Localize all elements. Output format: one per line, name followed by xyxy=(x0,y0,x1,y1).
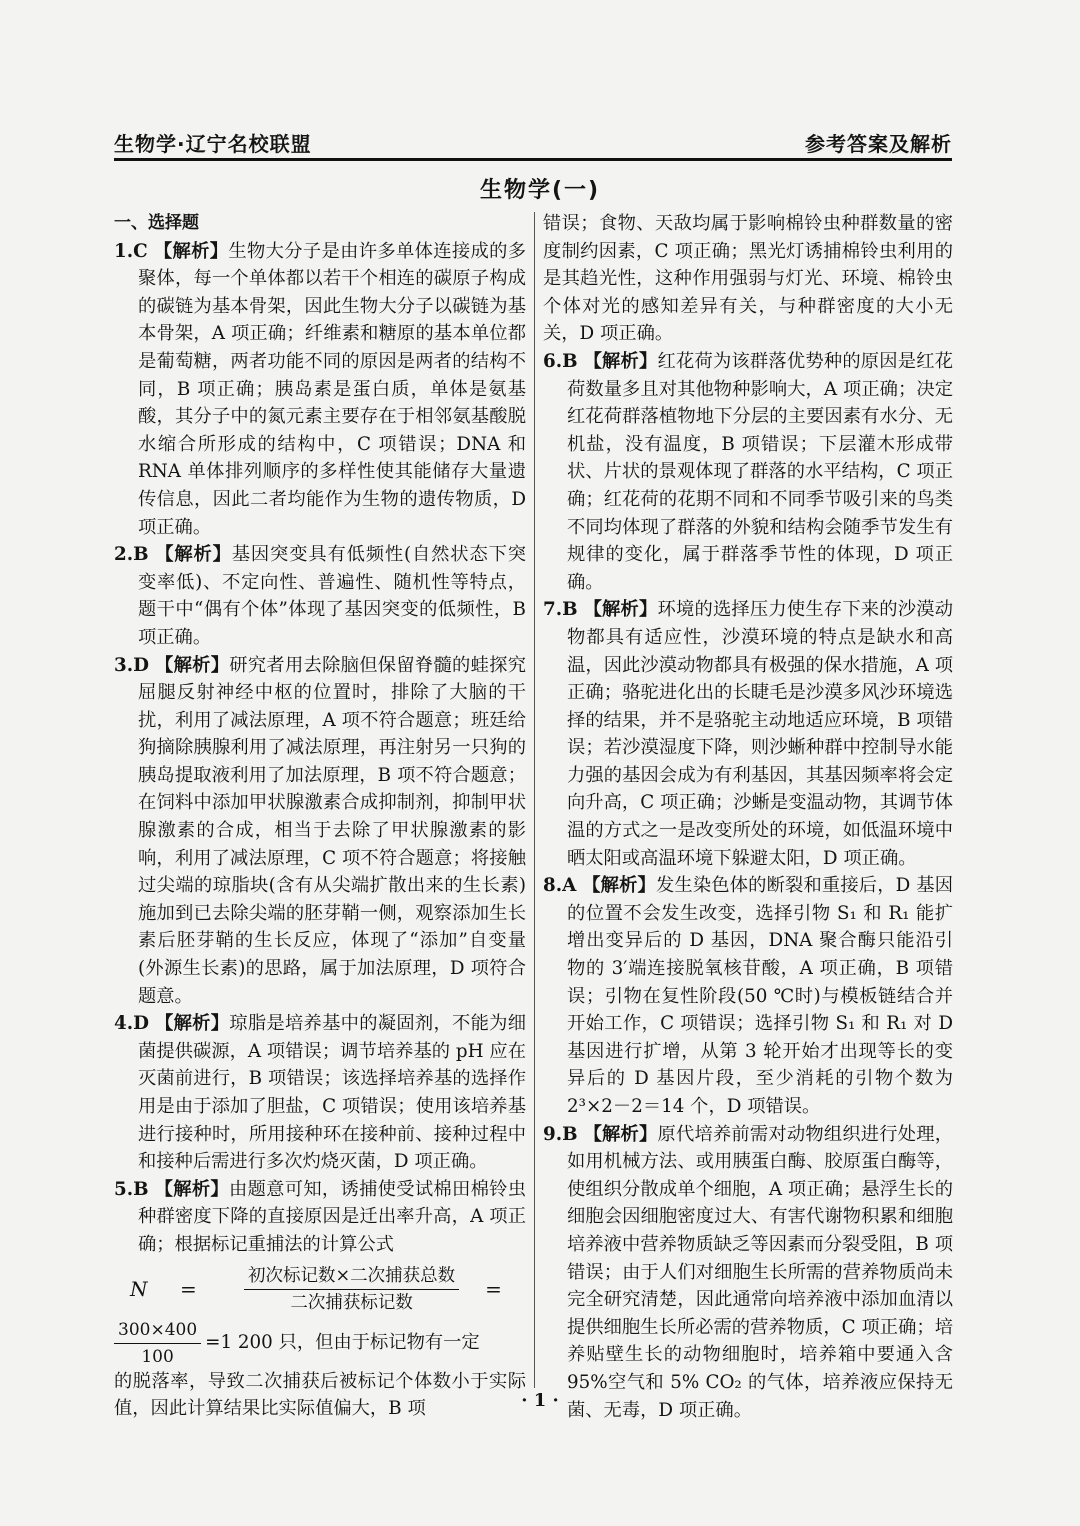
answer-text: 由题意可知，诱捕使受试棉田棉铃虫种群密度下降的直接原因是迁出率升高，A 项正确；根据标记重捕法的计算公式 xyxy=(138,1178,527,1255)
header-subject: 生物学·辽宁名校联盟 xyxy=(114,132,312,156)
answer-item-2 xyxy=(114,541,526,651)
answer-text: 生物大分子是由许多单体连接成的多聚体，每一个单体都以若干个相连的碳原子构成的碳链为基本骨架，因此生物大分子以碳链为基本骨架，A 项正确；纤维素和糖原的基本单位都是葡萄糖，两者功能不同的原因是两者的结构不同，B 项正确；胰岛素是蛋白质，单体是氨基酸，其分子中的氮元素主要存在于相邻氨基酸脱水缩合所形成的结构中，C 项错误；DNA 和 RNA 单体排列顺序的多样性使其能储存大量遗传信息，因此二者均能作为生物的遗传物质，D 项正确。 xyxy=(138,240,527,538)
answer-item-5 xyxy=(114,1176,526,1259)
page-title: 生物学(一) xyxy=(479,178,601,203)
section-heading: 一、选择题 xyxy=(114,213,199,233)
formula-fraction xyxy=(244,1265,459,1314)
answer-item-6 xyxy=(543,348,953,596)
answer-number: 3.D xyxy=(114,654,149,676)
answer-number: 4.D xyxy=(114,1013,149,1035)
answer-item-9 xyxy=(543,1121,953,1425)
left-column xyxy=(114,210,526,1423)
answer-text: 环境的选择压力使生存下来的沙漠动物都具有适应性，沙漠环境的特点是缺水和高温，因此沙漠动物都具有极强的保水措施，A 项正确；骆驼进化出的长睫毛是沙漠多风沙环境选择的结果，并不是骆驼主动地适应环境，B 项错误；若沙漠湿度下降，则沙蜥种群中控制导水能力强的基因会成为有利基因，其基因频率将会定向升高，C 项正确；沙蜥是变温动物，其调节体温的方式之一是改变所处的环境，如低温环境中晒太阳或高温环境下躲避太阳，D 项正确。 xyxy=(567,599,954,869)
formula-equals-2: = xyxy=(485,1276,502,1301)
answer-text-continued: 的脱落率，导致二次捕获后被标记个体数小于实际值，因此计算结果比实际值偏大，B 项 xyxy=(114,1370,526,1420)
calc-denominator: 100 xyxy=(141,1346,174,1367)
header-section: 参考答案及解析 xyxy=(805,132,952,156)
calculation-line xyxy=(114,1319,526,1368)
analysis-tag: 【解析】 xyxy=(155,654,230,676)
answer-text: 发生染色体的断裂和重接后，D 基因的位置不会发生改变，选择引物 S₁ 和 R₁ 能扩增出变异后的 D 基因，DNA 聚合酶只能沿引物的 3′端连接脱氧核苷酸，A 项正确，B 项错误；引物在复性阶段(50 ℃时)与模板链结合并开始工作，C 项错误；选择引物 S₁ 和 R₁ 对 D 基因进行扩增，从第 3 轮开始才出现等长的变异后的 D 基因片段，至少消耗的引物个数为 2³×2－2＝14 个，D 项错误。 xyxy=(567,875,954,1117)
answer-text: 研究者用去除脑但保留脊髓的蛙探究屈腿反射神经中枢的位置时，排除了大脑的干扰，利用了减法原理，A 项不符合题意；班廷给狗摘除胰腺利用了减法原理，再注射另一只狗的胰岛提取液利用了加法原理，B 项不符合题意；在饲料中添加甲状腺激素合成抑制剂，抑制甲状腺激素的合成，相当于去除了甲状腺激素的影响，利用了减法原理，C 项不符合题意；将接触过尖端的琼脂块(含有从尖端扩散出来的生长素)施加到已去除尖端的胚芽鞘一侧，观察添加生长素后胚芽鞘的生长反应，体现了“添加”自变量(外源生长素)的思路，属于加法原理，D 项符合题意。 xyxy=(138,654,527,1007)
analysis-tag: 【解析】 xyxy=(583,599,658,621)
analysis-tag: 【解析】 xyxy=(583,1123,658,1145)
page-number: · 1 · xyxy=(521,1390,559,1411)
answer-number: 8.A xyxy=(543,875,577,897)
answer-item-7 xyxy=(543,596,953,872)
answer-item-4 xyxy=(114,1010,526,1176)
analysis-tag: 【解析】 xyxy=(583,350,658,372)
formula-numerator: 初次标记数×二次捕获总数 xyxy=(244,1265,459,1290)
answer-item-1 xyxy=(114,238,526,542)
calc-fraction xyxy=(114,1319,201,1368)
answer-number: 2.B xyxy=(114,544,149,566)
answer-text: 红花荷为该群落优势种的原因是红花荷数量多且对其他物种影响大，A 项正确；决定红花荷群落植物地下分层的主要因素有水分、无机盐，没有温度，B 项错误；下层灌木形成带状、片状的景观体现了群落的水平结构，C 项正确；红花荷的花期不同和不同季节吸引来的鸟类不同均体现了群落的外貌和结构会随季节发生有规律的变化，属于群落季节性的体现，D 项正确。 xyxy=(567,350,954,593)
answer-number: 5.B xyxy=(114,1178,149,1200)
answer-text: 琼脂是培养基中的凝固剂，不能为细菌提供碳源，A 项错误；调节培养基的 pH 应在灭菌前进行，B 项错误；该选择培养基的选择作用是由于添加了胆盐，C 项错误；使用该培养基进行接种时，所用接种环在接种前、接种过程中和接种后需进行多次灼烧灭菌，D 项正确。 xyxy=(138,1013,527,1173)
answer-number: 6.B xyxy=(543,350,578,372)
calc-numerator: 300×400 xyxy=(114,1319,201,1344)
analysis-tag: 【解析】 xyxy=(155,544,232,566)
answer-text: 原代培养前需对动物组织进行处理，如用机械方法、或用胰蛋白酶、胶原蛋白酶等，使组织分散成单个细胞，A 项正确；悬浮生长的细胞会因细胞密度过大、有害代谢物积累和细胞培养液中营养物质缺乏等因素而分裂受阻，B 项错误；由于人们对细胞生长所需的营养物质尚未完全研究清楚，因此通常向培养液中添加血清以提供细胞生长所必需的营养物质，C 项正确；培养贴壁生长的动物细胞时，培养箱中要通入含 95%空气和 5% CO₂ 的气体，培养液应保持无菌、无毒，D 项正确。 xyxy=(567,1123,954,1421)
answer-item-8 xyxy=(543,872,953,1120)
analysis-tag: 【解析】 xyxy=(154,1178,229,1200)
answer-number: 7.B xyxy=(543,599,578,621)
page-header xyxy=(114,128,952,161)
column-divider xyxy=(534,212,535,1388)
analysis-tag: 【解析】 xyxy=(582,875,656,897)
formula-variable: N xyxy=(130,1276,148,1301)
formula-equals: = xyxy=(180,1276,197,1301)
calc-result: =1 200 只，但由于标记物有一定 xyxy=(205,1332,480,1354)
answer-5-continued: 错误；食物、天敌均属于影响棉铃虫种群数量的密度制约因素，C 项正确；黑光灯诱捕棉铃虫利用的是其趋光性，这种作用强弱与灯光、环境、棉铃虫个体对光的感知差异有关，与种群密度的大小无关，D 项正确。 xyxy=(543,213,953,345)
analysis-tag: 【解析】 xyxy=(155,1013,230,1035)
analysis-tag: 【解析】 xyxy=(153,240,229,262)
answer-number: 9.B xyxy=(543,1123,578,1145)
right-column xyxy=(543,210,953,1424)
formula-denominator: 二次捕获标记数 xyxy=(290,1293,413,1314)
answer-number: 1.C xyxy=(114,240,148,262)
answer-text: 基因突变具有低频性(自然状态下突变率低)、不定向性、普遍性、随机性等特点，题干中“偶有个体”体现了基因突变的低频性，B 项正确。 xyxy=(138,544,526,648)
mark-recapture-formula xyxy=(130,1261,526,1319)
answer-item-3 xyxy=(114,652,526,1011)
